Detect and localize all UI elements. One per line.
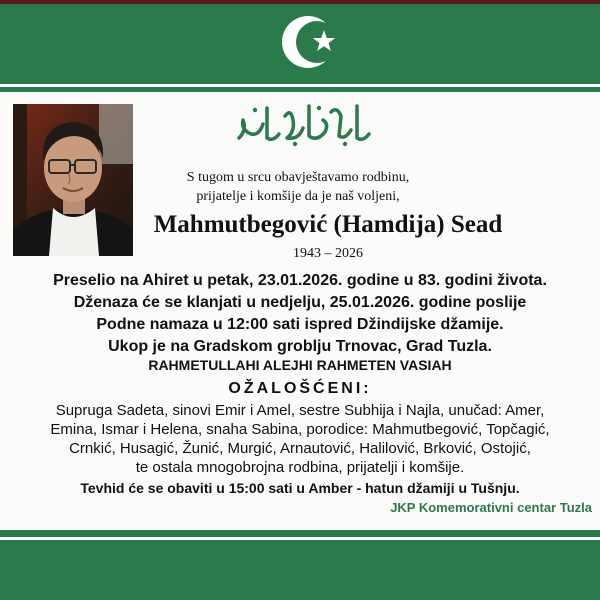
portrait-photo — [13, 104, 133, 256]
funeral-date-line: Dženaza će se klanjati u nedjelju, 25.01.2026. godine poslije — [73, 294, 527, 311]
mourners-line-2: Emina, Ismar i Helena, snaha Sabina, porodice: Mahmutbegović, Topčagić, — [50, 421, 550, 438]
mourners-heading: OŽALOŠĆENI: — [228, 380, 372, 397]
top-border-strip — [0, 0, 600, 4]
arabic-calligraphy-icon — [233, 100, 375, 148]
intro-line-2: prijatelje i komšije da je naš voljeni, — [196, 189, 400, 204]
death-date-line: Preselio na Ahiret u petak, 23.01.2026. godine u 83. godini života. — [53, 272, 547, 289]
mourners-line-4: te ostala mnogobrojna rodbina, prijatelji i komšije. — [135, 459, 465, 476]
frame-inner-line-top — [0, 84, 600, 87]
mourners-line-3: Crnkić, Husagić, Žunić, Murgić, Arnautović, Halilović, Brković, Ostojić, — [69, 440, 531, 457]
funeral-time-line: Podne namaza u 12:00 sati ispred Džindijske džamije. — [96, 316, 504, 333]
intro-line-1: S tugom u srcu obavještavamo rodbinu, — [186, 170, 410, 185]
crescent-star-icon — [278, 10, 342, 74]
tevhid-line: Tevhid će se obaviti u 15:00 sati u Amber - hatun džamiji u Tušnju. — [80, 480, 520, 496]
life-years: 1943 – 2026 — [293, 246, 363, 261]
frame-inner-line-bottom — [0, 537, 600, 540]
deceased-name: Mahmutbegović (Hamdija) Sead — [153, 211, 503, 238]
organizer-credit: JKP Komemorativni centar Tuzla — [390, 500, 592, 515]
burial-place-line: Ukop je na Gradskom groblju Trnovac, Grad Tuzla. — [108, 338, 492, 355]
prayer-line: RAHMETULLAHI ALEJHI RAHMETEN VASIAH — [148, 357, 452, 373]
mourners-line-1: Supruga Sadeta, sinovi Emir i Amel, sestre Subhija i Najla, unučad: Amer, — [55, 402, 545, 419]
